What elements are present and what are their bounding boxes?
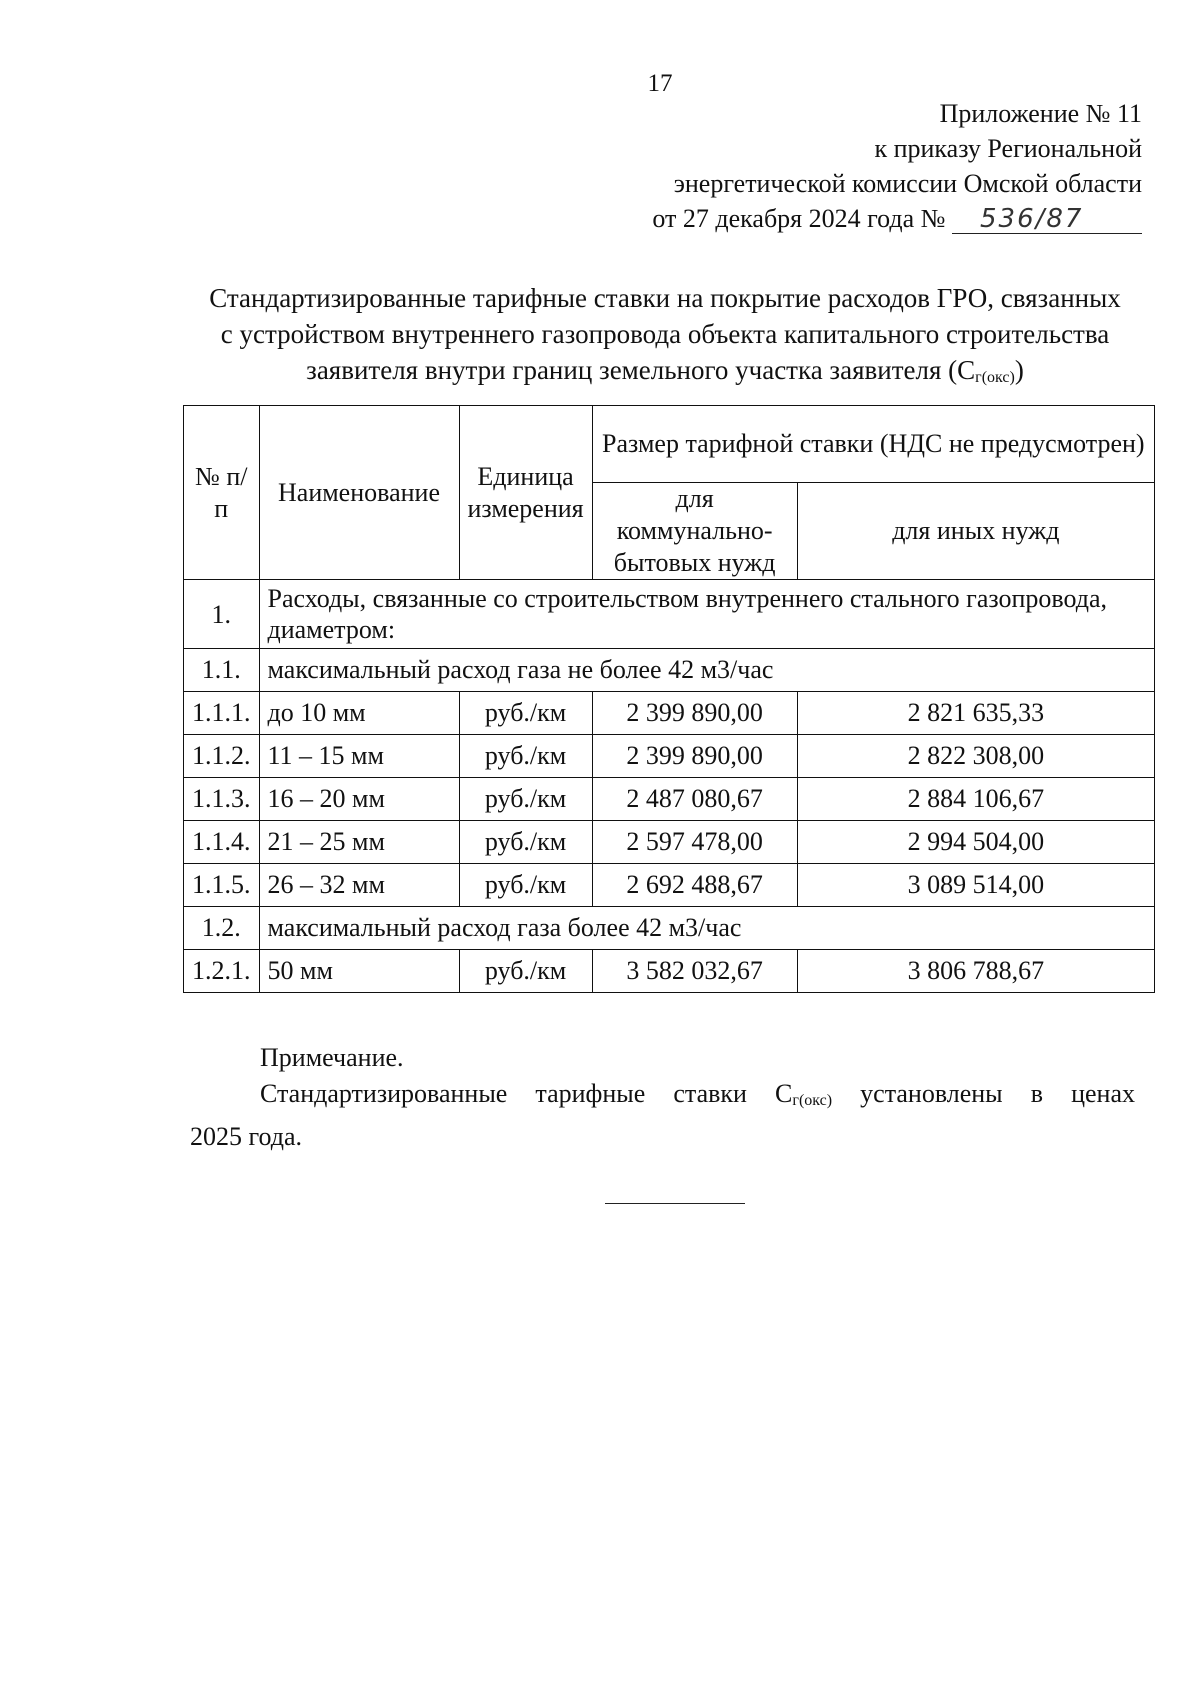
row-unit: руб./км <box>459 778 592 821</box>
note-text-end: установлены в ценах <box>832 1079 1135 1108</box>
order-date-text: от 27 декабря 2024 года № <box>652 204 946 233</box>
row-household: 2 399 890,00 <box>592 692 797 735</box>
note-text-start: Стандартизированные тарифные ставки С <box>260 1079 793 1108</box>
table-row <box>184 692 1155 735</box>
row-unit: руб./км <box>459 821 592 864</box>
row-no: 1.2.1. <box>184 950 260 993</box>
title-line-1: Стандартизированные тарифные ставки на покрытие расходов ГРО, связанных <box>209 283 1121 313</box>
subsection-no: 1.1. <box>184 649 260 692</box>
subsection-text: максимальный расход газа не более 42 м3/час <box>259 649 1155 692</box>
title-line-2: с устройством внутреннего газопровода объекта капитального строительства <box>220 319 1110 349</box>
header-name: Наименование <box>259 406 459 580</box>
row-name: 11 – 15 мм <box>259 735 459 778</box>
table-row <box>184 864 1155 907</box>
row-other: 3 806 788,67 <box>797 950 1154 993</box>
section-text: Расходы, связанные со строительством внутреннего стального газопровода, диаметром: <box>259 580 1155 649</box>
table-header-row <box>184 406 1155 483</box>
row-no: 1.1.2. <box>184 735 260 778</box>
row-no: 1.1.3. <box>184 778 260 821</box>
subsection-text: максимальный расход газа более 42 м3/час <box>259 907 1155 950</box>
table-row <box>184 735 1155 778</box>
header-other: для иных нужд <box>797 483 1154 580</box>
header-unit: Единица измерения <box>459 406 592 580</box>
page-number: 17 <box>647 70 673 97</box>
row-no: 1.1.1. <box>184 692 260 735</box>
row-unit: руб./км <box>459 692 592 735</box>
title-line-3 <box>180 352 1150 396</box>
note-heading: Примечание. <box>260 1043 404 1072</box>
title-line-3-end: ) <box>1014 355 1024 385</box>
row-household: 2 399 890,00 <box>592 735 797 778</box>
title-line-3-text: заявителя внутри границ земельного участка заявителя (С <box>306 355 976 385</box>
row-name: 50 мм <box>259 950 459 993</box>
table-row <box>184 950 1155 993</box>
row-other: 2 994 504,00 <box>797 821 1154 864</box>
order-number-handwritten: 536/87 <box>952 205 1142 234</box>
row-unit: руб./км <box>459 864 592 907</box>
row-other: 2 822 308,00 <box>797 735 1154 778</box>
row-unit: руб./км <box>459 950 592 993</box>
table-row <box>184 778 1155 821</box>
note-block <box>190 1040 1135 1155</box>
section-no: 1. <box>184 580 260 649</box>
row-name: 21 – 25 мм <box>259 821 459 864</box>
row-household: 3 582 032,67 <box>592 950 797 993</box>
row-household: 2 597 478,00 <box>592 821 797 864</box>
section-row <box>184 580 1155 649</box>
row-other: 2 884 106,67 <box>797 778 1154 821</box>
row-household: 2 487 080,67 <box>592 778 797 821</box>
row-unit: руб./км <box>459 735 592 778</box>
end-divider <box>605 1203 745 1204</box>
appendix-line-3: энергетической комиссии Омской области <box>673 169 1142 198</box>
table-row <box>184 821 1155 864</box>
row-other: 2 821 635,33 <box>797 692 1154 735</box>
note-line-2: 2025 года. <box>190 1122 303 1151</box>
title-subscript: г(окс) <box>975 369 1015 386</box>
row-name: 26 – 32 мм <box>259 864 459 907</box>
appendix-line-4 <box>652 201 1142 236</box>
row-no: 1.1.4. <box>184 821 260 864</box>
header-household: для коммунально-бытовых нужд <box>592 483 797 580</box>
subsection-no: 1.2. <box>184 907 260 950</box>
row-name: до 10 мм <box>259 692 459 735</box>
tariff-table <box>183 405 1155 993</box>
row-household: 2 692 488,67 <box>592 864 797 907</box>
appendix-line-1: Приложение № 11 <box>939 99 1142 128</box>
header-no: № п/п <box>184 406 260 580</box>
appendix-line-2: к приказу Региональной <box>874 134 1142 163</box>
header-rate-group: Размер тарифной ставки (НДС не предусмотрен) <box>592 406 1154 483</box>
note-subscript: г(окс) <box>792 1092 833 1109</box>
document-title <box>180 280 1150 396</box>
appendix-header <box>652 96 1142 236</box>
row-other: 3 089 514,00 <box>797 864 1154 907</box>
subsection-row <box>184 907 1155 950</box>
note-line-1 <box>190 1076 1135 1119</box>
row-no: 1.1.5. <box>184 864 260 907</box>
row-name: 16 – 20 мм <box>259 778 459 821</box>
subsection-row <box>184 649 1155 692</box>
